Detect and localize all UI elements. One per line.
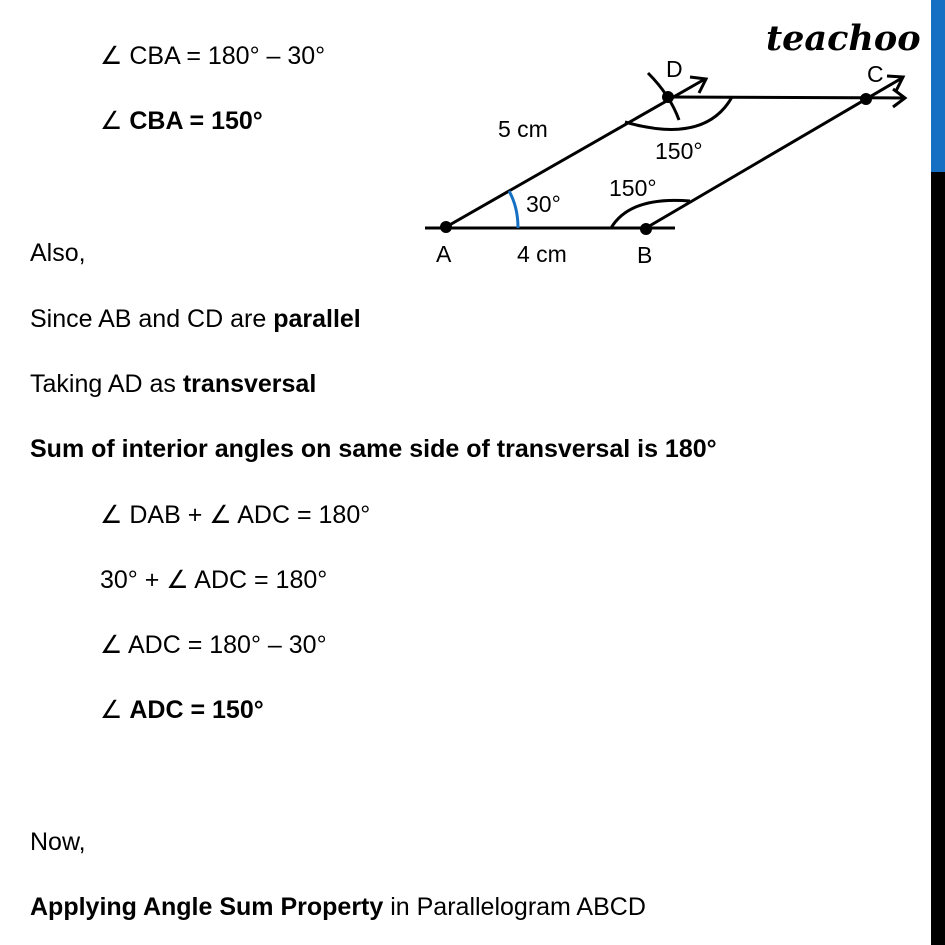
text-segment: Now, <box>30 828 86 856</box>
bold-segment: parallel <box>273 305 361 333</box>
bold-segment: Applying Angle Sum Property <box>30 893 384 921</box>
teachoo-logo: teachoo <box>766 18 921 59</box>
bold-segment: CBA = 150° <box>129 107 263 135</box>
text-segment: ∠ <box>100 107 130 135</box>
label-angle-b: 150° <box>609 175 657 201</box>
label-ad-length: 5 cm <box>498 116 548 142</box>
label-point-a: A <box>436 241 452 267</box>
angle-arc-d <box>625 97 732 129</box>
point-b <box>640 223 652 235</box>
text-segment: Also, <box>30 239 86 267</box>
text-segment: in Parallelogram ABCD <box>383 893 646 921</box>
bold-segment: Sum of interior angles on same side of transversal is 180° <box>30 435 717 463</box>
text-segment: ∠ ADC = 180° – 30° <box>100 631 327 659</box>
point-d <box>662 91 674 103</box>
label-ab-length: 4 cm <box>517 241 567 267</box>
label-point-b: B <box>637 242 653 268</box>
label-angle-d: 150° <box>655 138 703 164</box>
text-segment: ∠ DAB + ∠ ADC = 180° <box>100 501 371 529</box>
text-segment: ∠ CBA = 180° – 30° <box>100 42 326 70</box>
point-c <box>860 93 872 105</box>
label-point-c: C <box>867 61 884 87</box>
text-segment: Taking AD as <box>30 370 183 398</box>
text-segment: 30° + ∠ ADC = 180° <box>100 566 328 594</box>
label-point-d: D <box>666 56 683 82</box>
text-segment: ∠ <box>100 696 130 724</box>
label-angle-a: 30° <box>526 191 561 217</box>
bold-segment: transversal <box>182 370 317 398</box>
angle-arc-a <box>509 191 518 228</box>
text-segment: Since AB and CD are <box>30 305 274 333</box>
point-a <box>440 221 452 233</box>
bold-segment: ADC = 150° <box>129 696 264 724</box>
